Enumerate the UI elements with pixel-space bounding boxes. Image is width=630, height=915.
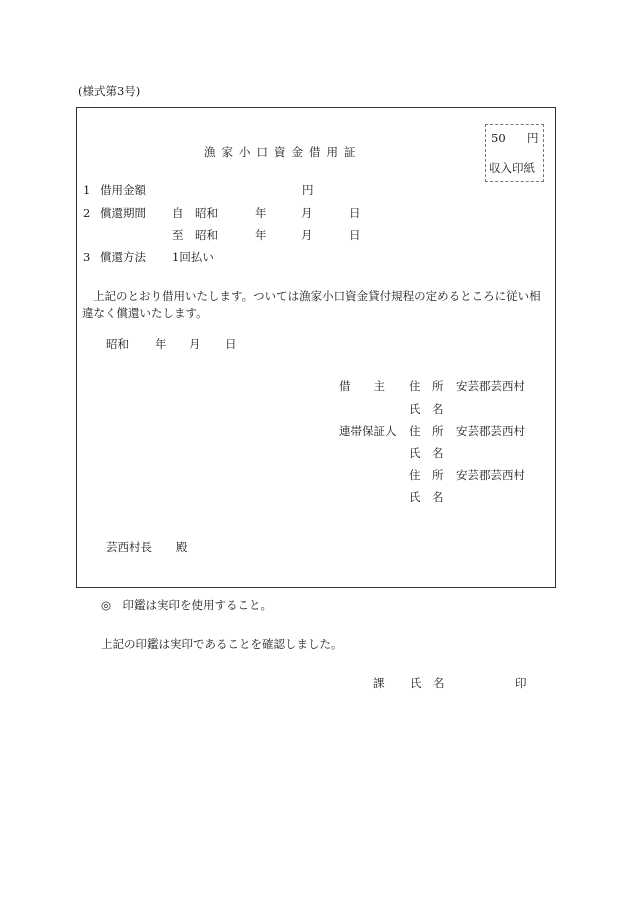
item1-number: 1 <box>83 183 91 197</box>
item2-from-year: 年 <box>255 206 267 220</box>
item2-number: 2 <box>83 206 91 220</box>
item3-label: 償還方法 <box>100 250 146 264</box>
guarantor2-address-value: 安芸郡芸西村 <box>456 468 525 482</box>
guarantor1-name-label: 氏 名 <box>409 446 444 460</box>
item2-to-label: 至 <box>172 228 184 242</box>
item2-from-label: 自 <box>172 206 184 220</box>
date-day: 日 <box>225 337 237 351</box>
guarantor1-address-label: 住 所 <box>409 424 444 438</box>
date-month: 月 <box>189 337 201 351</box>
stamp-amount: 50 <box>491 131 506 145</box>
item1-unit: 円 <box>302 183 314 197</box>
item2-from-day: 日 <box>349 206 361 220</box>
date-era: 昭和 <box>106 337 129 351</box>
item3-number: 3 <box>83 250 91 264</box>
stamp-label: 収入印紙 <box>489 161 535 175</box>
addressee-name: 芸西村長 <box>106 540 152 554</box>
item2-from-month: 月 <box>301 206 313 220</box>
guarantor2-name-label: 氏 名 <box>409 490 444 504</box>
seal-note: ◎ 印鑑は実印を使用すること。 <box>101 598 273 612</box>
item2-to-year: 年 <box>255 228 267 242</box>
date-year: 年 <box>155 337 167 351</box>
borrower-address-value: 安芸郡芸西村 <box>456 379 525 393</box>
statement-text: 上記のとおり借用いたします。ついては漁家小口資金貸付規程の定めるところに従い相違なく償還いたします。 <box>82 289 541 320</box>
footer-section: 課 <box>373 676 385 690</box>
borrower-label: 借 主 <box>339 379 385 393</box>
addressee-honorific: 殿 <box>176 540 188 554</box>
item2-label: 償還期間 <box>100 206 146 220</box>
stamp-unit: 円 <box>527 131 539 145</box>
item2-to-day: 日 <box>349 228 361 242</box>
guarantor2-address-label: 住 所 <box>409 468 444 482</box>
item1-label: 借用金額 <box>100 183 146 197</box>
document-title: 漁家小口資金借用証 <box>204 145 362 159</box>
borrower-name-label: 氏 名 <box>409 402 444 416</box>
guarantor-label: 連帯保証人 <box>339 424 397 438</box>
form-number: (様式第3号) <box>78 84 141 98</box>
guarantor1-address-value: 安芸郡芸西村 <box>456 424 525 438</box>
item2-to-era: 昭和 <box>195 228 218 242</box>
item2-to-month: 月 <box>301 228 313 242</box>
footer-seal: 印 <box>515 676 527 690</box>
document-frame <box>76 107 556 588</box>
confirmation-text: 上記の印鑑は実印であることを確認しました。 <box>101 637 343 651</box>
borrower-address-label: 住 所 <box>409 379 444 393</box>
item3-value: 1回払い <box>172 250 214 264</box>
footer-name-label: 氏 名 <box>410 676 445 690</box>
item2-from-era: 昭和 <box>195 206 218 220</box>
